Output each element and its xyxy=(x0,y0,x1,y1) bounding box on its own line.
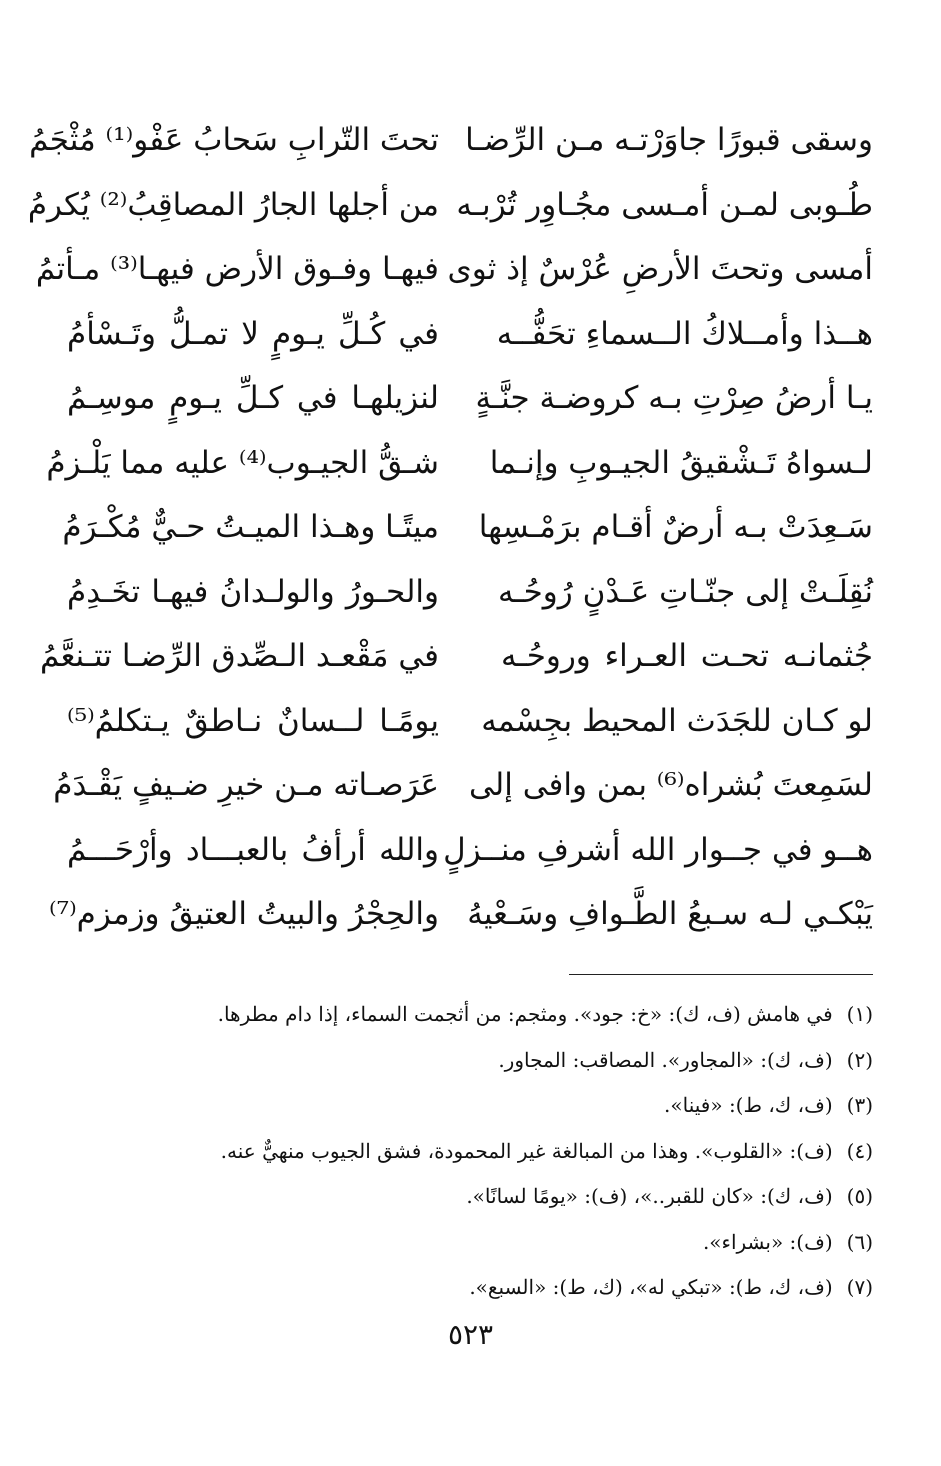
footnote-number: (٦) xyxy=(846,1229,873,1254)
verse xyxy=(62,505,873,570)
footnotes xyxy=(53,992,873,1311)
footnote-number: (٣) xyxy=(846,1093,873,1117)
footnote-number: (٢) xyxy=(846,1047,873,1072)
footnote xyxy=(53,1174,873,1220)
verse-first-hemistich: سَـعِدَتْ بـه أرضٌ أقـام برَمْـسِها xyxy=(478,509,873,545)
verse-second-hemistich: من أجلها الجارُ المصاقِبُ⁽²⁾ يُكرمُ xyxy=(27,186,439,223)
verse xyxy=(29,118,873,183)
verse-first-hemistich: لسَمِعتَ بُشراه⁽⁶⁾ بمن وافى إلى xyxy=(468,767,873,803)
verse-second-hemistich: تحتَ التّرابِ سَحابُ عَفْو⁽¹⁾ مُثْجَمُ xyxy=(29,122,439,158)
verse-second-hemistich: يومًـا لــسانٌ نـاطقٌ يـتكلمُ⁽⁵⁾ xyxy=(67,702,439,739)
verse-first-hemistich: لو كـان للجَدَث المحيط بجِسْمه xyxy=(481,702,873,739)
verse-first-hemistich: وسقى قبورًا جاوَرْتـه مـن الرِّضـا xyxy=(465,122,873,158)
verse xyxy=(53,763,873,828)
footnote xyxy=(53,1129,873,1175)
footnote-text: في هامش (ف، ك): «خ: جود». ومثجم: من أثجمت السماء، إذا دام مطرها. xyxy=(217,1002,833,1026)
footnote-separator xyxy=(569,974,873,975)
verse-first-hemistich: طُـوبى لمـن أمـسى مجُـاوِر تُرْبـه xyxy=(456,186,873,223)
verse-first-hemistich: يَبْكـي لـه سـبعُ الطَّـوافِ وسَـعْيهُ xyxy=(467,896,873,932)
verse-second-hemistich: شـقُّ الجيـوب⁽⁴⁾ عليه مما يَلْـزمُ xyxy=(46,444,439,481)
verse xyxy=(46,441,873,506)
poem xyxy=(27,118,873,957)
footnote-text: (ف، ك): «كان للقبر..»، (ف): «يومًا لسانًا». xyxy=(466,1184,833,1208)
footnote xyxy=(53,1038,873,1084)
footnote-text: (ف، ك): «المجاور». المصاقب: المجاور. xyxy=(498,1047,833,1072)
verse xyxy=(67,376,873,441)
verse-first-hemistich: جُثمانـه تحـت العـراء وروحُـه xyxy=(501,638,873,674)
verse-first-hemistich: لـسواهُ تَـشْقيقُ الجيـوبِ وإنـما xyxy=(489,444,873,481)
footnote-number: (٧) xyxy=(846,1275,873,1299)
verse xyxy=(67,570,873,635)
verse xyxy=(67,312,873,377)
verse-first-hemistich: هــذا وأمــلاكُ الــسماءِ تحَفُّــه xyxy=(496,315,873,352)
footnote-text: (ف): «القلوب». وهذا من المبالغة غير المحمودة، فشق الجيوب منهيٌّ عنه. xyxy=(220,1138,833,1163)
verse xyxy=(27,183,873,248)
verse-first-hemistich: نُقِلَـتْ إلى جنّـاتِ عَـدْنٍ رُوحُـه xyxy=(497,573,873,610)
verse-second-hemistich: والحـورُ والولـدانُ فيهـا تخَـدِمُ xyxy=(67,573,439,610)
verse-second-hemistich: في مَقْعـد الـصِّدق الرِّضـا تتـنعَّمُ xyxy=(39,638,439,674)
verse-second-hemistich: والحِجْرُ والبيتُ العتيقُ وزمزم⁽⁷⁾ xyxy=(49,896,439,932)
verse-second-hemistich: والله أرأفُ بالعبـــاد وأرْحَـــمُ xyxy=(67,831,439,868)
footnote-text: (ف، ك، ط): «فينا». xyxy=(664,1093,833,1117)
footnote xyxy=(53,992,873,1038)
verse xyxy=(67,699,873,764)
footnote-text: (ف): «بشراء». xyxy=(702,1229,833,1254)
verse-first-hemistich: يـا أرضُ صِرْتِ بـه كروضـة جنَّـةٍ xyxy=(475,380,873,416)
footnote xyxy=(53,1083,873,1129)
footnote-number: (١) xyxy=(846,1002,873,1026)
verse xyxy=(49,892,873,957)
footnote xyxy=(53,1265,873,1311)
footnote xyxy=(53,1220,873,1266)
verse-first-hemistich: هــو في جــوار الله أشرفِ منــزلٍ xyxy=(443,831,873,868)
verse xyxy=(67,828,873,893)
footnote-number: (٥) xyxy=(846,1184,873,1208)
verse-first-hemistich: أمسى وتحتَ الأرضِ عُرْسٌ إذ ثوى xyxy=(447,251,873,287)
verse-second-hemistich: عَرَصـاته مـن خيرِ ضـيفٍ يَقْـدَمُ xyxy=(53,767,439,803)
verse-second-hemistich: لنزيلهـا في كـلِّ يـومٍ موسِـمُ xyxy=(67,380,439,416)
footnote-text: (ف، ك، ط): «تبكي له»، (ك، ط): «السبع». xyxy=(469,1275,833,1299)
footnote-number: (٤) xyxy=(846,1138,873,1163)
verse xyxy=(35,247,873,312)
page-number: ٥٢٣ xyxy=(447,1318,494,1351)
verse-second-hemistich: في كُـلِّ يـومٍ لا تمـلُّ وتَـسْأمُ xyxy=(67,315,439,352)
verse-second-hemistich: ميتًـا وهـذا الميـتُ حـيٌّ مُكْـرَمُ xyxy=(62,509,439,545)
verse-second-hemistich: فيهـا وفـوق الأرض فيهـا⁽³⁾ مـأتمُ xyxy=(35,251,439,287)
verse xyxy=(39,634,873,699)
